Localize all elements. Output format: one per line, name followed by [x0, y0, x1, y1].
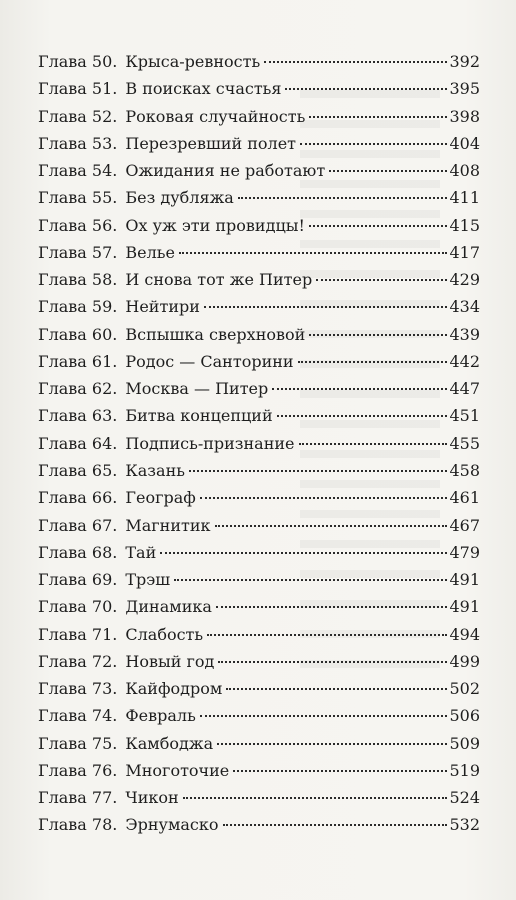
toc-entry: [38, 512, 480, 539]
chapter-number: Глава 58.: [38, 270, 118, 290]
toc-entry: [38, 539, 480, 566]
chapter-number: Глава 66.: [38, 488, 118, 508]
chapter-number: Глава 60.: [38, 324, 118, 344]
toc-entry: [38, 757, 480, 784]
chapter-number: Глава 64.: [38, 433, 118, 453]
dot-leader: [223, 824, 448, 826]
page-number: 392: [449, 52, 480, 71]
chapter-number: Глава 74.: [38, 706, 118, 726]
page-number: 398: [449, 106, 480, 126]
dot-leader: [298, 361, 448, 363]
chapter-number: Глава 61.: [38, 351, 118, 371]
chapter-title: Перезревший полет: [125, 133, 297, 153]
chapter-title: Камбоджа: [125, 733, 214, 753]
chapter-title: Вспышка сверхновой: [125, 324, 306, 344]
page-number: 455: [449, 433, 480, 453]
page-number: 395: [449, 79, 480, 99]
page-number: 408: [449, 161, 480, 181]
page-number: 532: [449, 815, 480, 835]
page-number: 429: [449, 270, 480, 290]
chapter-title: Без дубляжа: [125, 188, 234, 208]
toc-entry: [38, 675, 480, 702]
dot-leader: [160, 552, 447, 554]
dot-leader: [309, 225, 448, 227]
page-number: 458: [449, 460, 480, 480]
chapter-number: Глава 57.: [38, 242, 118, 262]
page-number: 509: [449, 733, 480, 753]
page-number: 404: [449, 133, 480, 153]
toc-entry: [38, 239, 480, 266]
dot-leader: [329, 170, 447, 172]
toc-entry: [38, 48, 480, 75]
toc-entry: [38, 648, 480, 675]
chapter-title: Крыса-ревность: [125, 52, 261, 71]
dot-leader: [207, 634, 447, 636]
page-number: 494: [449, 624, 480, 644]
dot-leader: [200, 715, 448, 717]
chapter-number: Глава 70.: [38, 597, 118, 617]
chapter-number: Глава 75.: [38, 733, 118, 753]
chapter-title: Тай: [125, 542, 157, 562]
chapter-title: И снова тот же Питер: [125, 270, 313, 290]
toc-entry: [38, 103, 480, 130]
dot-leader: [277, 415, 448, 417]
toc-entry: [38, 157, 480, 184]
page-number: 467: [449, 515, 480, 535]
chapter-title: Чикон: [125, 788, 179, 808]
dot-leader: [218, 661, 447, 663]
chapter-number: Глава 53.: [38, 133, 118, 153]
toc-entry: [38, 484, 480, 511]
dot-leader: [272, 388, 447, 390]
dot-leader: [233, 770, 447, 772]
page-number: 434: [449, 297, 480, 317]
dot-leader: [309, 334, 447, 336]
toc-entry: [38, 566, 480, 593]
chapter-title: Велье: [125, 242, 175, 262]
page-number: 499: [449, 651, 480, 671]
chapter-number: Глава 78.: [38, 815, 118, 835]
dot-leader: [285, 88, 447, 90]
dot-leader: [189, 470, 448, 472]
dot-leader: [217, 743, 447, 745]
chapter-title: Битва концепций: [125, 406, 273, 426]
chapter-number: Глава 69.: [38, 570, 118, 590]
chapter-number: Глава 59.: [38, 297, 118, 317]
page-number: 442: [449, 351, 480, 371]
chapter-number: Глава 65.: [38, 460, 118, 480]
chapter-title: Новый год: [125, 651, 215, 671]
toc-entry: [38, 621, 480, 648]
chapter-number: Глава 51.: [38, 79, 118, 99]
chapter-title: Магнитик: [125, 515, 211, 535]
chapter-number: Глава 63.: [38, 406, 118, 426]
chapter-number: Глава 55.: [38, 188, 118, 208]
page-number: 524: [449, 788, 480, 808]
page-number: 491: [449, 570, 480, 590]
chapter-title: Казань: [125, 460, 185, 480]
toc-entry: [38, 321, 480, 348]
toc-entry: [38, 348, 480, 375]
chapter-number: Глава 50.: [38, 52, 118, 71]
dot-leader: [200, 497, 448, 499]
chapter-title: Ох уж эти провидцы!: [125, 215, 305, 235]
page-number: 417: [449, 242, 480, 262]
page-number: 491: [449, 597, 480, 617]
chapter-title: Трэш: [125, 570, 171, 590]
chapter-title: Кайфодром: [125, 679, 223, 699]
dot-leader: [300, 143, 447, 145]
chapter-title: В поисках счастья: [125, 79, 282, 99]
chapter-title: Роковая случайность: [125, 106, 306, 126]
chapter-title: Эрнумаско: [125, 815, 219, 835]
chapter-title: Ожидания не работают: [125, 161, 326, 181]
chapter-number: Глава 77.: [38, 788, 118, 808]
chapter-title: Географ: [125, 488, 196, 508]
chapter-title: Многоточие: [125, 760, 230, 780]
page-number: 479: [449, 542, 480, 562]
chapter-number: Глава 67.: [38, 515, 118, 535]
page-number: 415: [449, 215, 480, 235]
dot-leader: [299, 443, 448, 445]
page-number: 447: [449, 379, 480, 399]
chapter-title: Февраль: [125, 706, 196, 726]
page-number: 502: [449, 679, 480, 699]
toc-entry: [38, 402, 480, 429]
chapter-title: Динамика: [125, 597, 212, 617]
toc-entry: [38, 702, 480, 729]
page-number: 439: [449, 324, 480, 344]
dot-leader: [215, 525, 448, 527]
toc-entry: [38, 593, 480, 620]
chapter-number: Глава 52.: [38, 106, 118, 126]
dot-leader: [226, 688, 447, 690]
toc-entry: [38, 375, 480, 402]
dot-leader: [309, 116, 447, 118]
toc-entry: [38, 184, 480, 211]
chapter-number: Глава 73.: [38, 679, 118, 699]
chapter-title: Родос — Санторини: [125, 351, 294, 371]
dot-leader: [238, 197, 448, 199]
dot-leader: [183, 797, 448, 799]
toc-entry: [38, 212, 480, 239]
toc-entry: [38, 293, 480, 320]
chapter-number: Глава 76.: [38, 760, 118, 780]
toc-entry: [38, 75, 480, 102]
chapter-title: Слабость: [125, 624, 204, 644]
chapter-title: Нейтири: [125, 297, 200, 317]
page-number: 461: [449, 488, 480, 508]
toc-entry: [38, 130, 480, 157]
chapter-title: Москва — Питер: [125, 379, 269, 399]
dot-leader: [216, 606, 448, 608]
toc-entry: [38, 430, 480, 457]
table-of-contents: [38, 48, 480, 839]
chapter-number: Глава 56.: [38, 215, 118, 235]
chapter-number: Глава 72.: [38, 651, 118, 671]
chapter-number: Глава 68.: [38, 542, 118, 562]
chapter-number: Глава 71.: [38, 624, 118, 644]
chapter-number: Глава 62.: [38, 379, 118, 399]
dot-leader: [204, 306, 448, 308]
dot-leader: [174, 579, 447, 581]
toc-entry: [38, 266, 480, 293]
page-number: 519: [449, 760, 480, 780]
toc-entry: [38, 784, 480, 811]
toc-entry: [38, 457, 480, 484]
page-number: 451: [449, 406, 480, 426]
dot-leader: [264, 61, 447, 63]
dot-leader: [179, 252, 448, 254]
toc-entry: [38, 811, 480, 838]
page-number: 506: [449, 706, 480, 726]
toc-entry: [38, 730, 480, 757]
chapter-number: Глава 54.: [38, 161, 118, 181]
chapter-title: Подпись-признание: [125, 433, 295, 453]
page-number: 411: [449, 188, 480, 208]
dot-leader: [316, 279, 447, 281]
